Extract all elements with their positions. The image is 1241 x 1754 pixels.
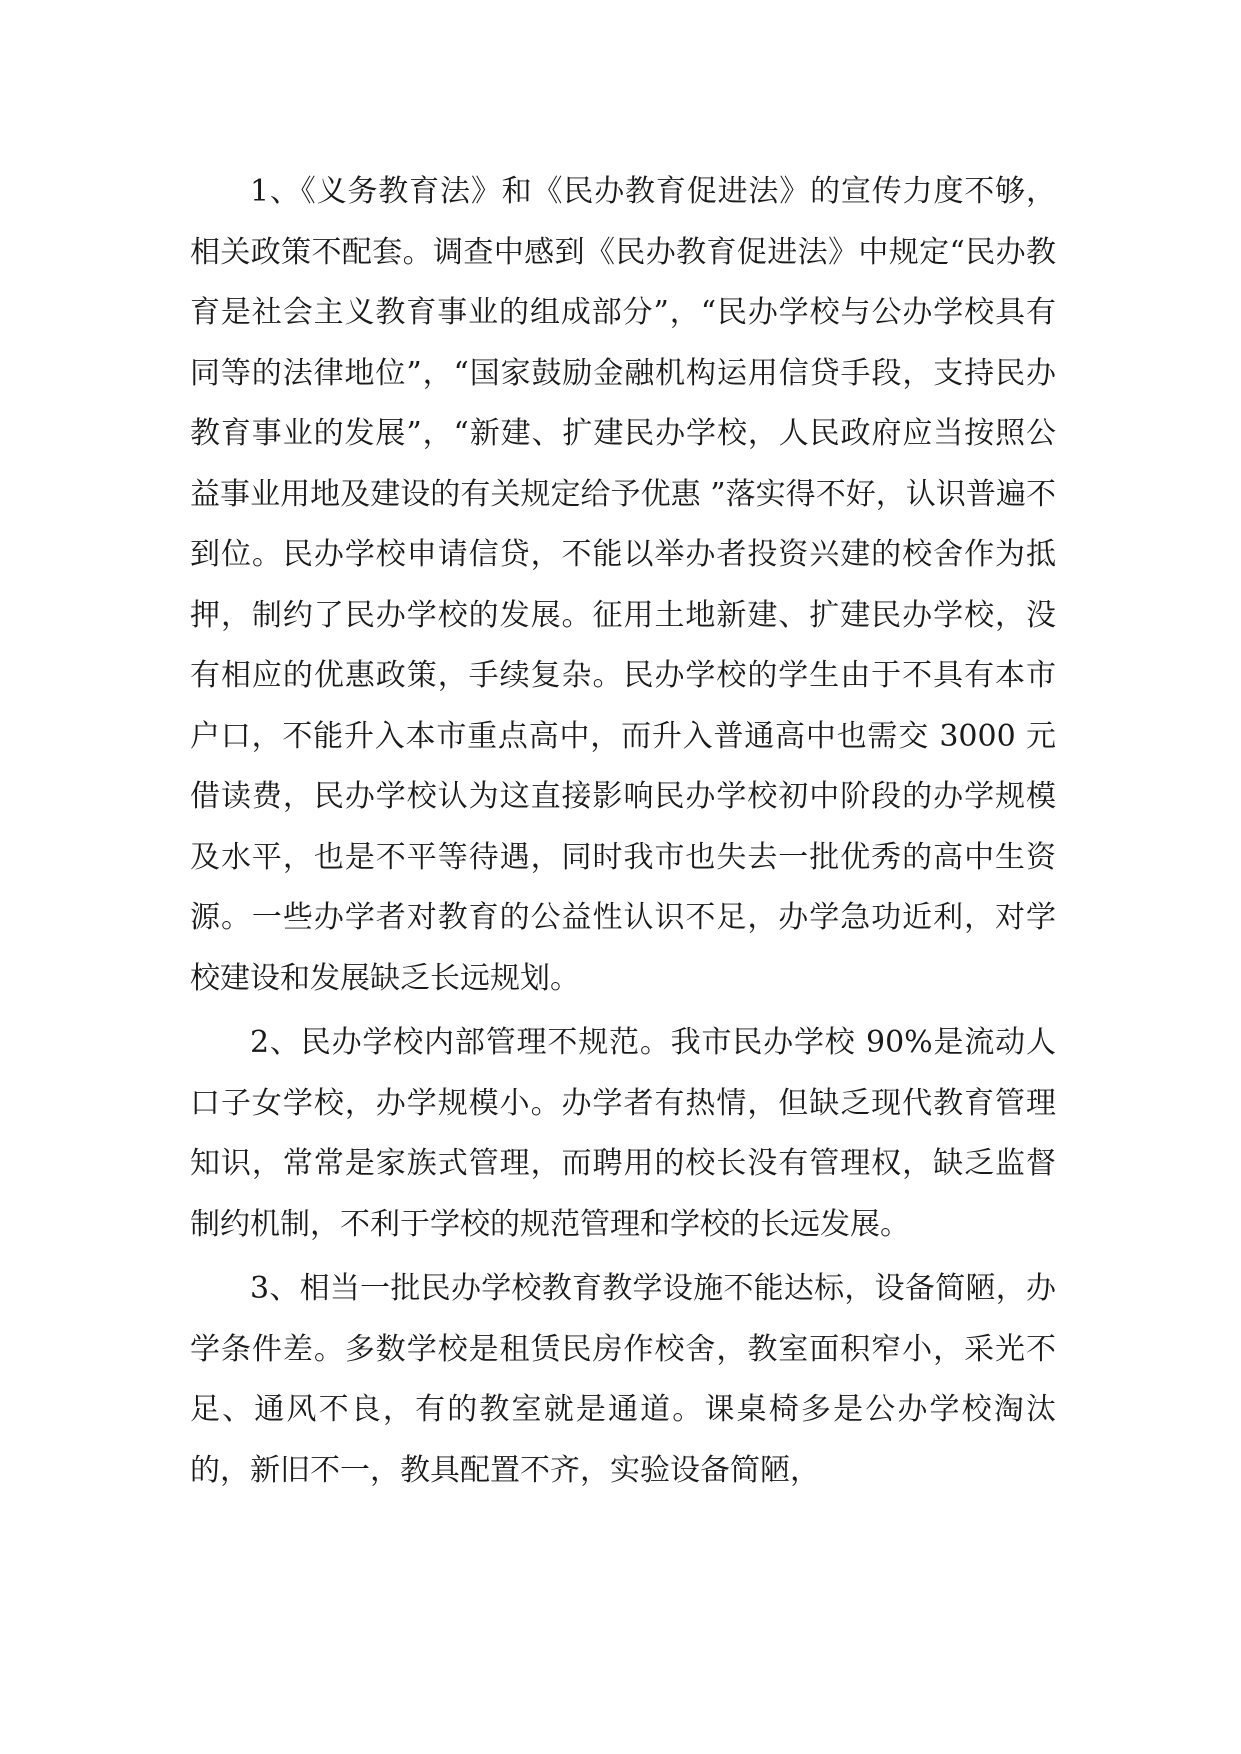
- paragraph-1: 1、《义务教育法》和《民办教育促进法》的宣传力度不够，相关政策不配套。调查中感到《民办教育促进法》中规定“民办教育是社会主义教育事业的组成部分”，“民办学校与公办学校具有同等的法律地位”，“国家鼓励金融机构运用信贷手段，支持民办教育事业的发展”，“新建、扩建民办学校，人民政府应当按照公益事业用地及建设的有关规定给予优惠 ”落实得不好，认识普遍不到位。民办学校申请信贷，不能以举办者投资兴建的校舍作为抵押，制约了民办学校的发展。征用土地新建、扩建民办学校，没有相应的优惠政策，手续复杂。民办学校的学生由于不具有本市户口，不能升入本市重点高中，而升入普通高中也需交 3000 元借读费，民办学校认为这直接影响民办学校初中阶段的办学规模及水平，也是不平等待遇，同时我市也失去一批优秀的高中生资源。一些办学者对教育的公益性认识不足，办学急功近利，对学校建设和发展缺乏长远规划。: [190, 174, 1056, 996]
- paragraph-3: 3、相当一批民办学校教育教学设施不能达标，设备简陋，办学条件差。多数学校是租赁民房作校舍，教室面积窄小，采光不足、通风不良，有的教室就是通道。课桌椅多是公办学校淘汰的，新旧不一，教具配置不齐，实验设备简陋，: [190, 1271, 1056, 1488]
- paragraph-2: 2、民办学校内部管理不规范。我市民办学校 90%是流动人口子女学校，办学规模小。办学者有热情，但缺乏现代教育管理知识，常常是家族式管理，而聘用的校长没有管理权，缺乏监督制约机制，不利于学校的规范管理和学校的长远发展。: [190, 1025, 1056, 1242]
- document-page: [190, 162, 1056, 1501]
